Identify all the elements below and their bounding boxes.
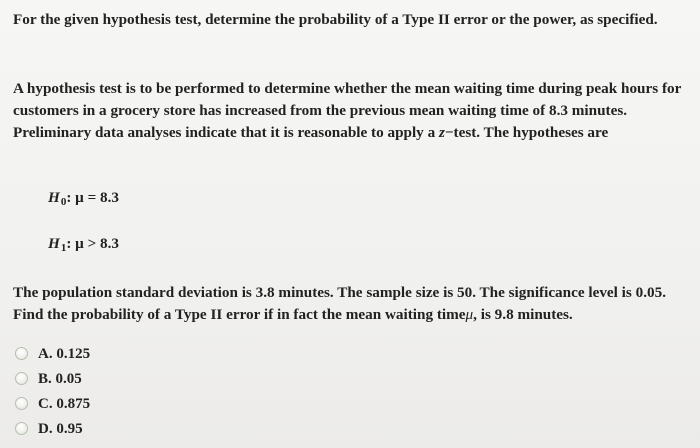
option-d-label[interactable]: D. 0.95 (38, 420, 83, 437)
radio-button-icon[interactable] (15, 397, 28, 410)
given-statistics (13, 282, 685, 326)
option-a-label[interactable]: A. 0.125 (38, 345, 91, 362)
problem-text-end: −test. The hypotheses are (444, 124, 609, 141)
option-b[interactable] (15, 366, 90, 391)
z-symbol: z (438, 124, 445, 141)
radio-button-icon[interactable] (15, 347, 28, 360)
problem-text: A hypothesis test is to be performed to determine whether the mean waiting time during peak hours for customers in a grocery store has increased from the previous mean waiting time of 8.3 minutes. Preliminary data analyses indicate that it is reasonable to apply a (13, 80, 682, 141)
stats-text-end: , is 9.8 minutes. (473, 306, 573, 323)
h1-symbol: H (48, 235, 60, 252)
question-intro: For the given hypothesis test, determine the probability of a Type II error or the power, as specified. (13, 11, 658, 28)
option-d[interactable] (15, 416, 90, 441)
answer-options (15, 341, 90, 441)
problem-statement (13, 78, 685, 144)
stats-text: The population standard deviation is 3.8 minutes. The sample size is 50. The significance level is 0.05. Find the probability of a Type II error if in fact the mean waiting time (13, 284, 666, 323)
option-b-label[interactable]: B. 0.05 (38, 370, 82, 387)
h1-subscript: 1 (60, 242, 67, 254)
h0-subscript: 0 (60, 196, 67, 208)
h0-symbol: H (48, 189, 60, 206)
h0-statement: : μ = 8.3 (66, 189, 120, 206)
h1-statement: : μ > 8.3 (66, 235, 120, 252)
null-hypothesis (48, 187, 119, 213)
option-c-label[interactable]: C. 0.875 (38, 395, 91, 412)
radio-button-icon[interactable] (15, 422, 28, 435)
alternative-hypothesis (48, 233, 119, 259)
radio-button-icon[interactable] (15, 372, 28, 385)
option-c[interactable] (15, 391, 90, 416)
mu-symbol: μ (465, 306, 474, 323)
option-a[interactable] (15, 341, 90, 366)
